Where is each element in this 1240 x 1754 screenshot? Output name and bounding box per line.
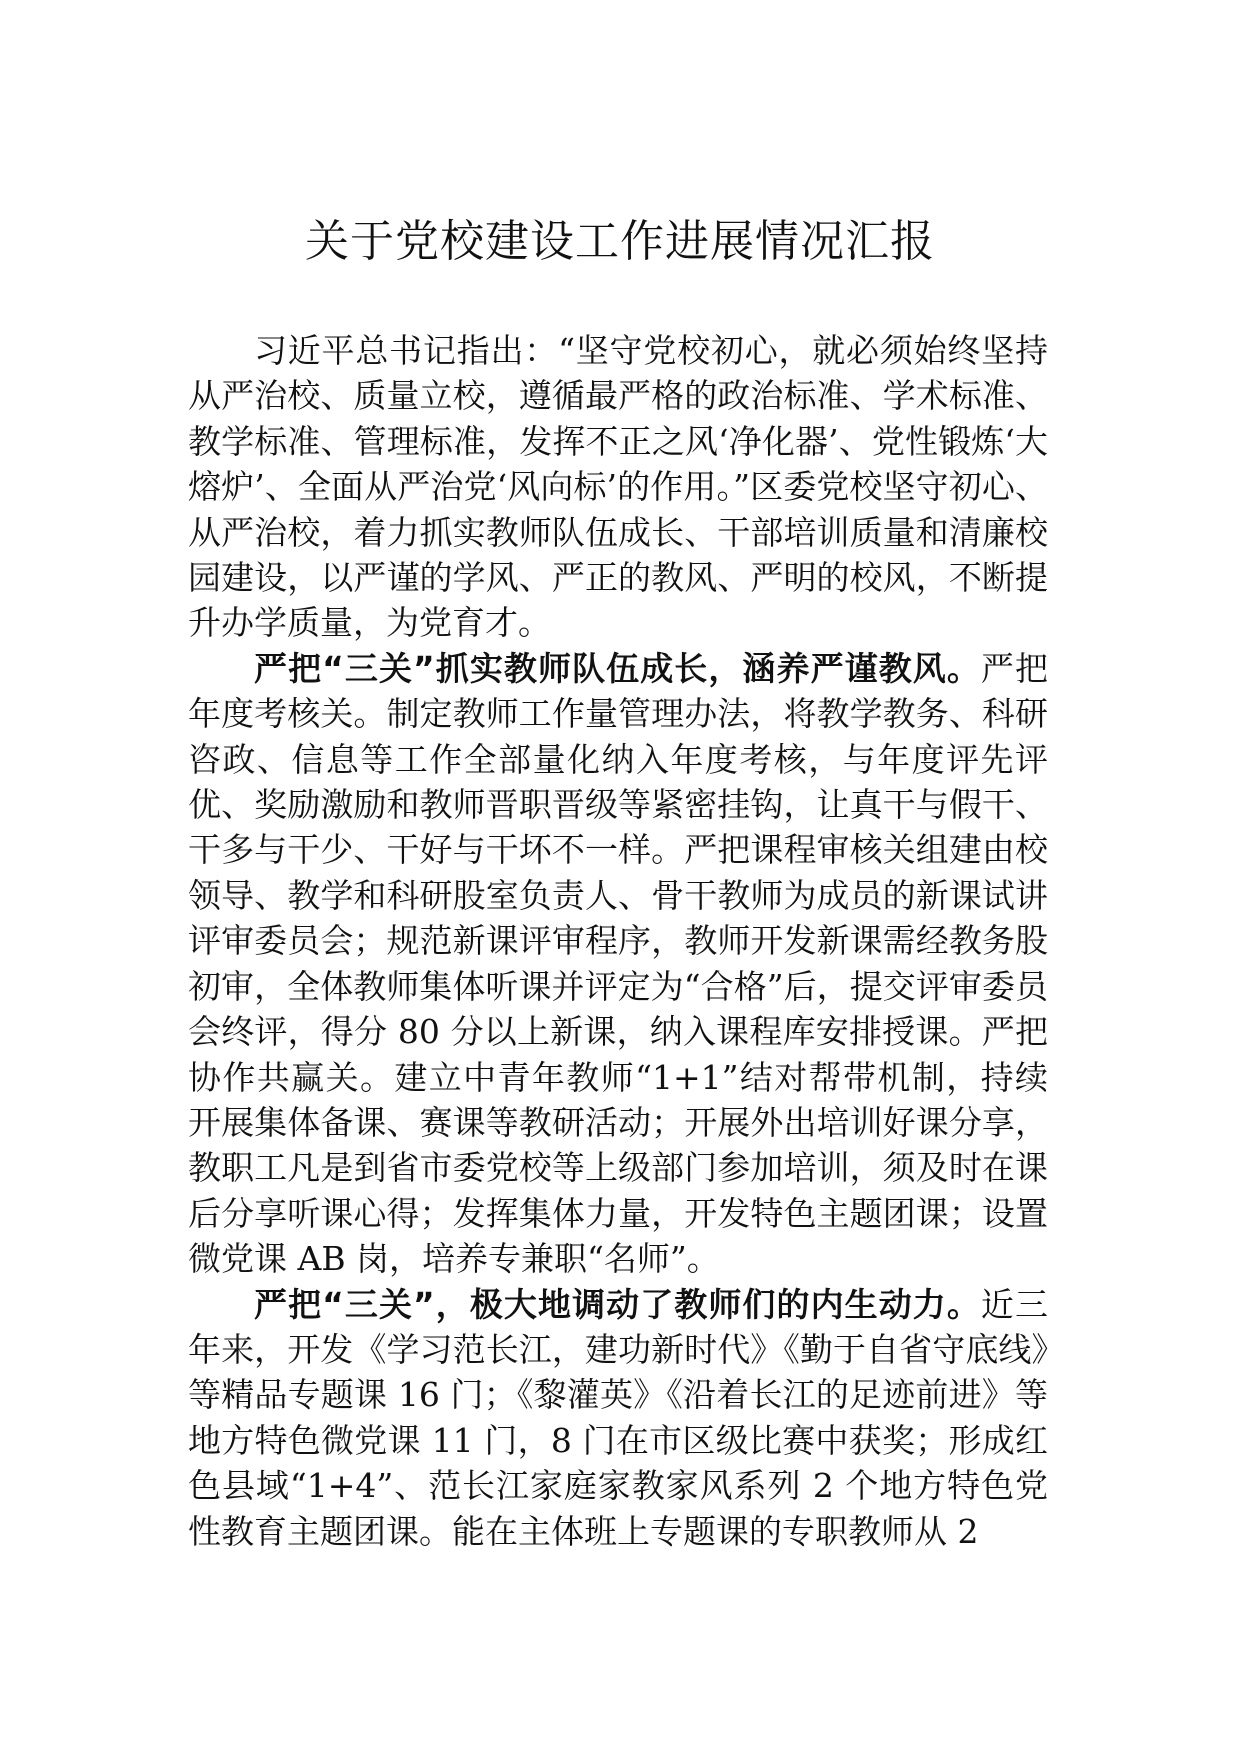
paragraph-intro bbox=[188, 328, 1048, 646]
document-body bbox=[188, 328, 1048, 1554]
document-title: 关于党校建设工作进展情况汇报 bbox=[305, 216, 935, 267]
paragraph-motivation bbox=[188, 1282, 1048, 1554]
paragraph-intro-text: 习近平总书记指出：“坚守党校初心，就必须始终坚持从严治校、质量立校，遵循最严格的政治标准、学术标准、教学标准、管理标准，发挥不正之风‘净化器’、党性锻炼‘大熔炉’、全面从严治党‘风向标’的作用。”区委党校坚守初心、从严治校，着力抓实教师队伍成长、干部培训质量和清廉校园建设，以严谨的学风、严正的教风、严明的校风，不断提升办学质量，为党育才。 bbox=[188, 331, 1048, 643]
paragraph-teacher-growth-text: 严把年度考核关。制定教师工作量管理办法，将教学教务、科研咨政、信息等工作全部量化纳入年度考核，与年度评先评优、奖励激励和教师晋职晋级等紧密挂钩，让真干与假干、干多与干少、干好与干坏不一样。严把课程审核关组建由校领导、教学和科研股室负责人、骨干教师为成员的新课试讲评审委员会；规范新课评审程序，教师开发新课需经教务股初审，全体教师集体听课并评定为“合格”后，提交评审委员会终评，得分 80 分以上新课，纳入课程库安排授课。严把协作共赢关。建立中青年教师“1+1”结对帮带机制，持续开展集体备课、赛课等教研活动；开展外出培训好课分享，教职工凡是到省市委党校等上级部门参加培训，须及时在课后分享听课心得；发挥集体力量，开发特色主题团课；设置微党课 AB 岗，培养专兼职“名师”。 bbox=[188, 648, 1048, 1279]
paragraph-motivation-lead: 严把“三关”，极大地调动了教师们的内生动力。 bbox=[254, 1284, 981, 1324]
paragraph-teacher-growth bbox=[188, 646, 1048, 1282]
paragraph-motivation-text: 近三年来，开发《学习范长江，建功新时代》《勤于自省守底线》等精品专题课 16 门；《黎灌英》《沿着长江的足迹前进》等地方特色微党课 11 门，8 门在市区级比赛中获奖；形成红色县域“1+4”、范长江家庭家教家风系列 2 个地方特色党性教育主题团课。能在主体班上专题课的专职教师从 2 bbox=[188, 1284, 1048, 1551]
paragraph-teacher-growth-lead: 严把“三关”抓实教师队伍成长，涵养严谨教风。 bbox=[254, 648, 981, 688]
